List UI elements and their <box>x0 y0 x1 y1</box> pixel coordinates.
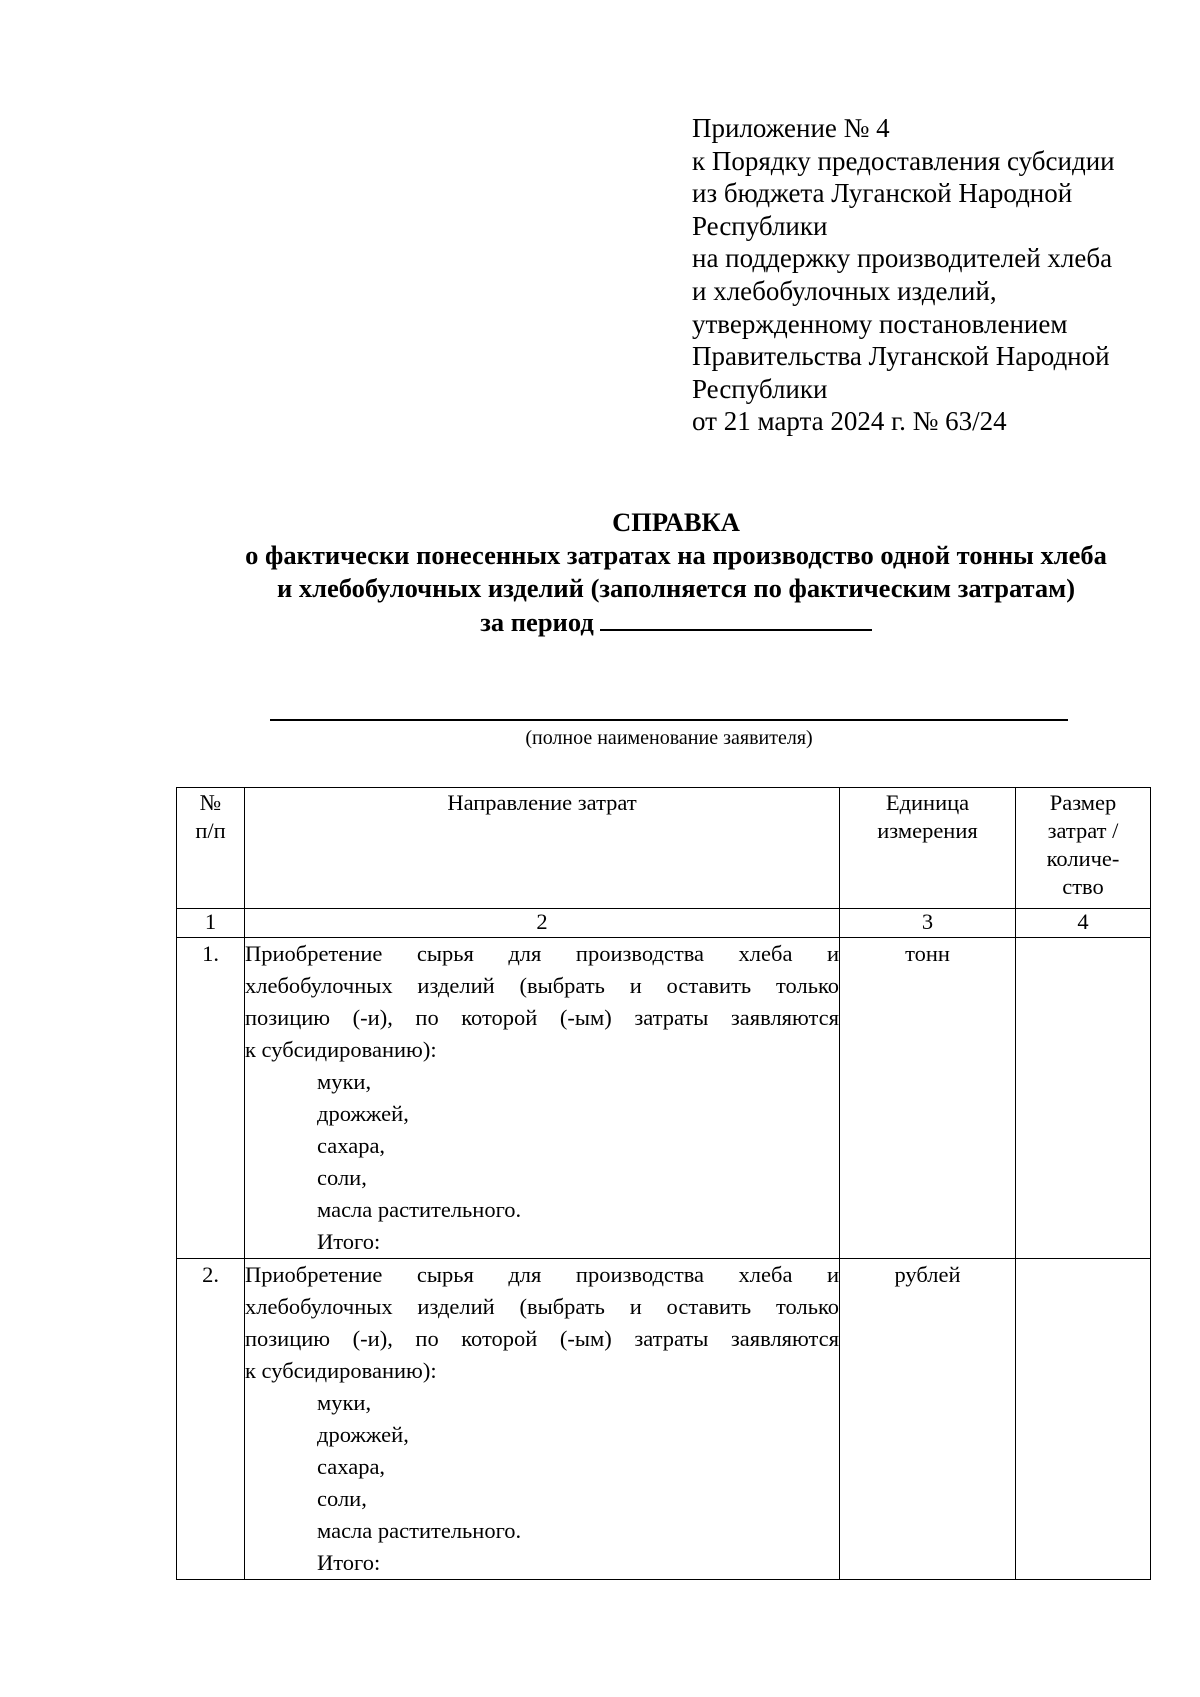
row-unit: рублей <box>840 1259 1016 1580</box>
material-item: муки, <box>317 1390 372 1415</box>
document-title <box>176 506 1176 639</box>
material-item: соли, <box>317 1165 367 1190</box>
appendix-reference <box>692 112 1115 438</box>
description-line: к субсидированию): <box>245 1358 437 1383</box>
description-line: хлебобулочных изделий (выбрать и оставить только <box>245 1294 839 1319</box>
appendix-line: из бюджета Луганской Народной <box>692 178 1073 209</box>
description-line: к субсидированию): <box>245 1037 437 1062</box>
description-line: позицию (-и), по которой (-ым) затраты заявляются <box>245 1326 839 1351</box>
material-item: сахара, <box>317 1133 386 1158</box>
column-number: 2 <box>245 909 840 938</box>
column-number: 1 <box>177 909 245 938</box>
material-item: сахара, <box>317 1454 386 1479</box>
header-text: затрат / <box>1047 818 1119 843</box>
description-line: Приобретение сырья для производства хлеба и <box>245 1262 839 1287</box>
header-text: Размер <box>1049 790 1117 815</box>
header-text: измерения <box>877 818 978 843</box>
header-text: № <box>199 790 222 815</box>
description-line: позицию (-и), по которой (-ым) затраты заявляются <box>245 1005 839 1030</box>
column-number-row <box>177 909 1151 938</box>
header-text: ство <box>1062 874 1104 899</box>
row-number: 2. <box>177 1259 245 1580</box>
costs-table <box>176 787 1151 1580</box>
table-row <box>177 1259 1151 1580</box>
material-item: соли, <box>317 1486 367 1511</box>
appendix-line: к Порядку предоставления субсидии <box>692 145 1115 176</box>
appendix-line: на поддержку производителей хлеба <box>692 243 1113 274</box>
row-amount-cell[interactable] <box>1016 938 1151 1259</box>
row-description <box>245 938 840 1259</box>
appendix-line: Республики <box>692 210 828 241</box>
row-description <box>245 1259 840 1580</box>
description-line: хлебобулочных изделий (выбрать и оставить только <box>245 973 839 998</box>
period-blank-field[interactable] <box>600 605 872 631</box>
title-line-1: о фактически понесенных затратах на производство одной тонны хлеба <box>245 540 1107 570</box>
header-text: п/п <box>195 818 226 843</box>
row-unit: тонн <box>840 938 1016 1259</box>
description-line: Приобретение сырья для производства хлеба и <box>245 941 839 966</box>
material-item: масла растительного. <box>317 1197 522 1222</box>
appendix-line: Приложение № 4 <box>692 113 890 143</box>
title-line-2: и хлебобулочных изделий (заполняется по фактическим затратам) <box>276 573 1076 603</box>
table-row <box>177 938 1151 1259</box>
header-text: количе- <box>1046 846 1120 871</box>
table-header-row <box>177 788 1151 909</box>
header-cell-number <box>177 788 245 909</box>
header-cell-amount <box>1016 788 1151 909</box>
material-item: масла растительного. <box>317 1518 522 1543</box>
column-number: 4 <box>1016 909 1151 938</box>
header-text: Единица <box>885 790 970 815</box>
material-item: дрожжей, <box>317 1101 409 1126</box>
row-number: 1. <box>177 938 245 1259</box>
header-cell-direction <box>245 788 840 909</box>
row-amount-cell[interactable] <box>1016 1259 1151 1580</box>
total-label: Итого: <box>317 1229 381 1254</box>
appendix-line: и хлебобулочных изделий, <box>692 275 997 306</box>
period-label: за период <box>480 607 594 637</box>
applicant-caption: (полное наименование заявителя) <box>525 727 813 749</box>
header-text: Направление затрат <box>447 790 637 815</box>
appendix-line: утвержденному постановлением <box>692 308 1068 339</box>
period-row <box>176 605 1176 639</box>
header-cell-unit <box>840 788 1016 909</box>
appendix-line: Республики <box>692 373 828 404</box>
appendix-line: Правительства Луганской Народной <box>692 341 1110 372</box>
applicant-name-field[interactable] <box>270 719 1068 721</box>
appendix-line: от 21 марта 2024 г. № 63/24 <box>692 406 1007 437</box>
material-item: муки, <box>317 1069 372 1094</box>
title-main: СПРАВКА <box>612 507 740 537</box>
total-label: Итого: <box>317 1550 381 1575</box>
column-number: 3 <box>840 909 1016 938</box>
material-item: дрожжей, <box>317 1422 409 1447</box>
